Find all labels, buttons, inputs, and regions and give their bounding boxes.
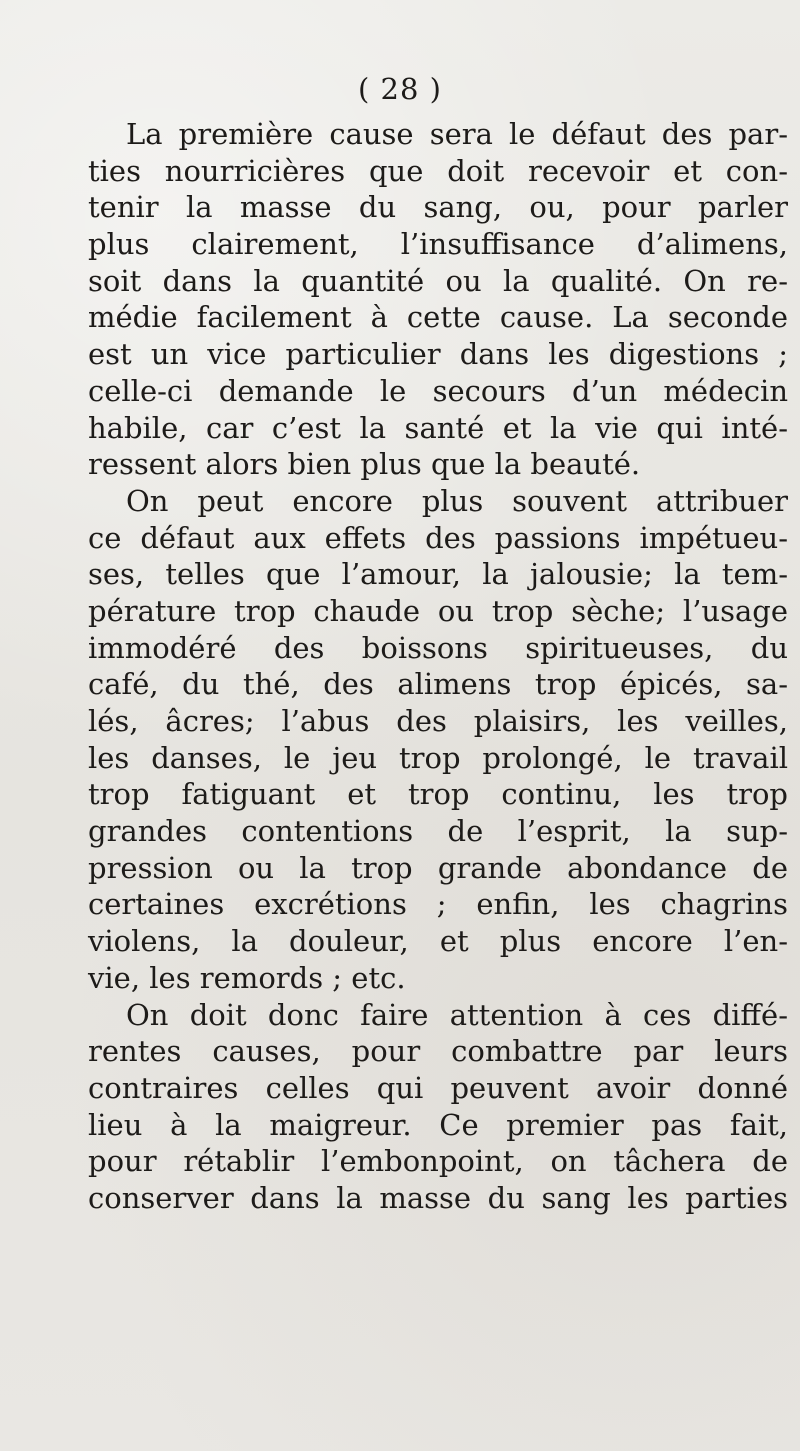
text-line: La première cause sera le défaut des par-: [126, 117, 788, 151]
text-line: conserver dans la masse du sang les parties: [88, 1180, 788, 1215]
page-number: ( 28 ): [358, 72, 442, 106]
text-line: On doit donc faire attention à ces diffé-: [126, 997, 788, 1032]
text-line: pression ou la trop grande abondance de: [88, 850, 788, 885]
text-line: celle-ci demande le secours d’un médecin: [88, 373, 788, 408]
text-line: pérature trop chaude ou trop sèche; l’usage: [88, 593, 788, 628]
text-line: tenir la masse du sang, ou, pour parler: [88, 190, 788, 225]
text-line: vie, les remords ; etc.: [88, 960, 406, 995]
text-line: On peut encore plus souvent attribuer: [126, 483, 788, 518]
text-line: rentes causes, pour combattre par leurs: [88, 1034, 788, 1069]
text-line: lieu à la maigreur. Ce premier pas fait,: [88, 1107, 788, 1142]
text-line: plus clairement, l’insuffisance d’alimens,: [88, 227, 788, 262]
text-line: soit dans la quantité ou la qualité. On re-: [88, 263, 788, 298]
text-line: les danses, le jeu trop prolongé, le travail: [88, 740, 788, 775]
text-line: certaines excrétions ; enfin, les chagrins: [88, 887, 788, 922]
text-line: grandes contentions de l’esprit, la sup-: [88, 814, 788, 849]
text-line: ses, telles que l’amour, la jalousie; la tem-: [88, 557, 788, 592]
text-line: lés, âcres; l’abus des plaisirs, les veilles,: [88, 704, 788, 738]
text-line: pour rétablir l’embonpoint, on tâchera de: [88, 1144, 788, 1179]
text-line: ressent alors bien plus que la beauté.: [88, 447, 641, 482]
text-line: ce défaut aux effets des passions impétueu-: [88, 520, 788, 555]
text-line: café, du thé, des alimens trop épicés, sa-: [88, 667, 788, 702]
text-line: médie facilement à cette cause. La seconde: [88, 300, 788, 335]
text-line: ties nourricières que doit recevoir et con-: [88, 153, 788, 188]
text-line: contraires celles qui peuvent avoir donné: [88, 1070, 788, 1105]
text-line: trop fatiguant et trop continu, les trop: [88, 777, 788, 812]
text-line: immodéré des boissons spiritueuses, du: [88, 630, 788, 665]
page-text-lines: [88, 116, 788, 1217]
text-line: habile, car c’est la santé et la vie qui inté-: [88, 410, 788, 445]
text-line: violens, la douleur, et plus encore l’en-: [88, 924, 788, 959]
text-line: est un vice particulier dans les digestions ;: [88, 337, 788, 372]
